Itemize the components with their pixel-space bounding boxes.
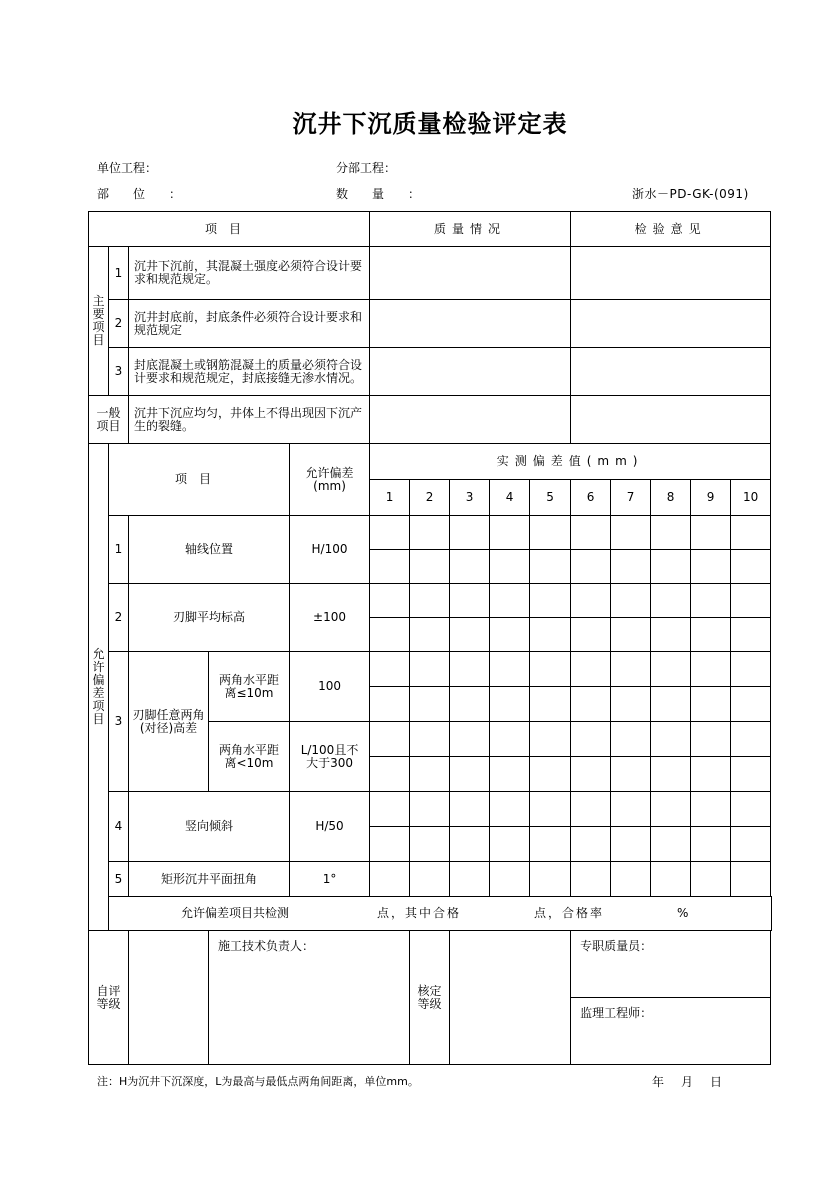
supervisor-label: 监理工程师： <box>580 1006 653 1020</box>
tol-row-no: 2 <box>109 584 129 652</box>
quality-cell[interactable] <box>370 247 571 300</box>
summary-text-1: 允许偏差项目共检测 <box>181 906 290 920</box>
measure-cell[interactable] <box>370 618 410 652</box>
measure-cell[interactable] <box>611 652 651 687</box>
measure-cell[interactable] <box>450 618 490 652</box>
measure-cell[interactable] <box>651 516 691 550</box>
quality-cell[interactable] <box>370 396 571 444</box>
tol-row-allow: L/100且不大于300 <box>290 722 370 792</box>
measure-cell[interactable] <box>370 516 410 550</box>
measure-cell[interactable] <box>490 792 530 827</box>
measure-cell[interactable] <box>530 618 571 652</box>
measure-cell[interactable] <box>410 687 450 722</box>
summary-text-4: % <box>677 906 689 920</box>
measure-cell[interactable] <box>530 722 571 757</box>
measure-cell[interactable] <box>611 827 651 862</box>
tol-item-header: 项目 <box>109 444 290 516</box>
opinion-cell[interactable] <box>571 300 771 348</box>
measure-cell[interactable] <box>611 757 651 792</box>
measure-cell[interactable] <box>450 862 490 897</box>
measure-cell[interactable] <box>691 827 731 862</box>
measure-cell[interactable] <box>611 862 651 897</box>
tol-row-item: 刃脚任意两角(对径)高差 <box>129 652 209 792</box>
measure-cell[interactable] <box>571 516 611 550</box>
measure-cell[interactable] <box>490 618 530 652</box>
verify-grade-value[interactable] <box>450 931 571 1065</box>
measure-col-header: 3 <box>450 480 490 516</box>
measure-col-header: 2 <box>410 480 450 516</box>
tol-row-item: 矩形沉井平面扭角 <box>129 862 290 897</box>
measure-cell[interactable] <box>691 652 731 687</box>
measure-cell[interactable] <box>611 516 651 550</box>
location-label: 部位： <box>97 187 206 201</box>
measure-cell[interactable] <box>651 827 691 862</box>
tol-row-no: 1 <box>109 516 129 584</box>
inspection-table <box>88 211 772 1065</box>
measure-cell[interactable] <box>651 722 691 757</box>
measure-col-header: 6 <box>571 480 611 516</box>
verify-grade-label: 核定等级 <box>410 931 450 1065</box>
measure-cell[interactable] <box>530 757 571 792</box>
tol-row-item: 刃脚平均标高 <box>129 584 290 652</box>
measure-cell[interactable] <box>530 516 571 550</box>
measure-cell[interactable] <box>530 792 571 827</box>
unit-project-label: 单位工程： <box>97 161 158 175</box>
measure-cell[interactable] <box>611 687 651 722</box>
opinion-cell[interactable] <box>571 247 771 300</box>
form-code: 浙水－PD-GK-(091) <box>632 187 749 201</box>
measure-cell[interactable] <box>450 584 490 618</box>
measure-col-header: 8 <box>651 480 691 516</box>
tol-row-no: 5 <box>109 862 129 897</box>
measure-cell[interactable] <box>530 827 571 862</box>
measure-cell[interactable] <box>370 652 410 687</box>
measure-col-header: 4 <box>490 480 530 516</box>
measure-cell[interactable] <box>450 757 490 792</box>
measure-cell[interactable] <box>530 687 571 722</box>
measure-cell[interactable] <box>731 722 771 757</box>
main-item-no: 2 <box>109 300 129 348</box>
measure-cell[interactable] <box>571 792 611 827</box>
tol-row-item: 竖向倾斜 <box>129 792 290 862</box>
tolerance-summary <box>109 897 772 931</box>
measure-cell[interactable] <box>691 862 731 897</box>
main-item-no: 1 <box>109 247 129 300</box>
page-title: 沉井下沉质量检验评定表 <box>292 110 568 138</box>
measure-cell[interactable] <box>691 722 731 757</box>
construction-tech-label: 施工技术负责人： <box>218 939 315 953</box>
measure-cell[interactable] <box>651 550 691 584</box>
tol-row-allow: 1° <box>290 862 370 897</box>
measure-cell[interactable] <box>611 792 651 827</box>
opinion-cell[interactable] <box>571 396 771 444</box>
measure-col-header: 10 <box>731 480 771 516</box>
measure-cell[interactable] <box>611 722 651 757</box>
measure-cell[interactable] <box>410 584 450 618</box>
measure-cell[interactable] <box>450 687 490 722</box>
measure-cell[interactable] <box>490 757 530 792</box>
measure-cell[interactable] <box>731 618 771 652</box>
tol-row-subitem: 两角水平距离≤10m <box>209 652 290 722</box>
main-item-no: 3 <box>109 348 129 396</box>
tol-row-item: 轴线位置 <box>129 516 290 584</box>
measure-cell[interactable] <box>571 757 611 792</box>
measure-cell[interactable] <box>651 652 691 687</box>
col-item-header: 项目 <box>89 212 370 247</box>
measure-cell[interactable] <box>370 792 410 827</box>
general-item-text: 沉井下沉应均匀，井体上不得出现因下沉产生的裂缝。 <box>129 396 370 444</box>
measure-cell[interactable] <box>611 550 651 584</box>
measure-cell[interactable] <box>450 722 490 757</box>
main-items-label: 主要项目 <box>89 247 109 396</box>
tol-row-allow: 100 <box>290 652 370 722</box>
measure-cell[interactable] <box>490 516 530 550</box>
quality-cell[interactable] <box>370 300 571 348</box>
measure-cell[interactable] <box>410 618 450 652</box>
quality-officer-cell[interactable] <box>571 931 771 998</box>
measure-cell[interactable] <box>571 652 611 687</box>
measure-cell[interactable] <box>530 652 571 687</box>
inspection-table-wrapper <box>88 211 772 1065</box>
tolerance-items-label: 允许偏差项目 <box>89 444 109 931</box>
main-item-text: 封底混凝土或钢筋混凝土的质量必须符合设计要求和规范规定，封底接缝无渗水情况。 <box>129 348 370 396</box>
measure-cell[interactable] <box>571 827 611 862</box>
measure-cell[interactable] <box>490 827 530 862</box>
measure-cell[interactable] <box>571 584 611 618</box>
general-items-label: 一般项目 <box>89 396 129 444</box>
measure-cell[interactable] <box>691 618 731 652</box>
measure-cell[interactable] <box>571 550 611 584</box>
measure-cell[interactable] <box>731 862 771 897</box>
date-line: 年月日 <box>652 1075 740 1089</box>
measure-cell[interactable] <box>530 584 571 618</box>
measure-cell[interactable] <box>571 618 611 652</box>
measure-cell[interactable] <box>450 516 490 550</box>
measure-cell[interactable] <box>410 722 450 757</box>
measure-cell[interactable] <box>490 584 530 618</box>
measure-cell[interactable] <box>410 516 450 550</box>
measure-cell[interactable] <box>651 618 691 652</box>
supervisor-cell[interactable] <box>571 998 771 1065</box>
construction-tech-cell[interactable] <box>209 931 410 1065</box>
measure-col-header: 1 <box>370 480 410 516</box>
measure-cell[interactable] <box>450 792 490 827</box>
measure-cell[interactable] <box>571 862 611 897</box>
measure-cell[interactable] <box>450 652 490 687</box>
measure-cell[interactable] <box>731 516 771 550</box>
measure-cell[interactable] <box>490 652 530 687</box>
measure-cell[interactable] <box>370 687 410 722</box>
measure-cell[interactable] <box>611 584 651 618</box>
measure-cell[interactable] <box>651 584 691 618</box>
measure-cell[interactable] <box>370 827 410 862</box>
measure-cell[interactable] <box>731 757 771 792</box>
measure-cell[interactable] <box>490 722 530 757</box>
main-item-text: 沉井封底前，封底条件必须符合设计要求和规范规定 <box>129 300 370 348</box>
measure-cell[interactable] <box>490 862 530 897</box>
measure-cell[interactable] <box>450 827 490 862</box>
quality-officer-label: 专职质量员： <box>580 939 653 953</box>
measure-cell[interactable] <box>731 550 771 584</box>
measure-cell[interactable] <box>370 757 410 792</box>
summary-text-3: 点，合格率 <box>534 906 605 920</box>
measure-cell[interactable] <box>691 792 731 827</box>
measure-cell[interactable] <box>691 584 731 618</box>
measure-col-header: 7 <box>611 480 651 516</box>
measure-cell[interactable] <box>450 550 490 584</box>
measure-cell[interactable] <box>410 827 450 862</box>
measure-cell[interactable] <box>691 550 731 584</box>
measure-cell[interactable] <box>410 757 450 792</box>
measure-cell[interactable] <box>571 722 611 757</box>
measure-cell[interactable] <box>410 550 450 584</box>
measure-cell[interactable] <box>731 687 771 722</box>
measure-cell[interactable] <box>691 757 731 792</box>
measure-cell[interactable] <box>370 722 410 757</box>
sub-project-label: 分部工程： <box>336 161 397 175</box>
measure-cell[interactable] <box>410 652 450 687</box>
self-grade-value[interactable] <box>129 931 209 1065</box>
measure-cell[interactable] <box>651 792 691 827</box>
tol-row-allow: ±100 <box>290 584 370 652</box>
measure-cell[interactable] <box>651 757 691 792</box>
measure-cell[interactable] <box>651 687 691 722</box>
measure-col-header: 5 <box>530 480 571 516</box>
quality-cell[interactable] <box>370 348 571 396</box>
tol-row-allow: H/50 <box>290 792 370 862</box>
tol-row-allow: H/100 <box>290 516 370 584</box>
measure-cell[interactable] <box>490 550 530 584</box>
tol-allow-header: 允许偏差(mm) <box>290 444 370 516</box>
col-quality-header: 质量情况 <box>370 212 571 247</box>
measure-cell[interactable] <box>370 584 410 618</box>
tol-row-no: 4 <box>109 792 129 862</box>
summary-text-2: 点，其中合格 <box>377 906 462 920</box>
measure-cell[interactable] <box>530 862 571 897</box>
measure-cell[interactable] <box>410 862 450 897</box>
measure-cell[interactable] <box>410 792 450 827</box>
self-grade-label: 自评等级 <box>89 931 129 1065</box>
col-opinion-header: 检验意见 <box>571 212 771 247</box>
measure-col-header: 9 <box>691 480 731 516</box>
measure-cell[interactable] <box>731 652 771 687</box>
measure-cell[interactable] <box>731 792 771 827</box>
main-item-text: 沉井下沉前，其混凝土强度必须符合设计要求和规范规定。 <box>129 247 370 300</box>
measure-cell[interactable] <box>731 584 771 618</box>
measure-cell[interactable] <box>370 550 410 584</box>
measure-cell[interactable] <box>611 618 651 652</box>
measure-cell[interactable] <box>571 687 611 722</box>
quantity-label: 数量： <box>336 187 445 201</box>
tol-row-subitem: 两角水平距离<10m <box>209 722 290 792</box>
measure-cell[interactable] <box>691 687 731 722</box>
tol-measured-header: 实测偏差值(mm) <box>370 444 771 480</box>
measure-cell[interactable] <box>731 827 771 862</box>
footnote: 注：H为沉井下沉深度，L为最高与最低点两角间距离，单位mm。 <box>97 1075 419 1088</box>
opinion-cell[interactable] <box>571 348 771 396</box>
measure-cell[interactable] <box>490 687 530 722</box>
measure-cell[interactable] <box>651 862 691 897</box>
measure-cell[interactable] <box>370 862 410 897</box>
measure-cell[interactable] <box>691 516 731 550</box>
measure-cell[interactable] <box>530 550 571 584</box>
tol-row-no: 3 <box>109 652 129 792</box>
